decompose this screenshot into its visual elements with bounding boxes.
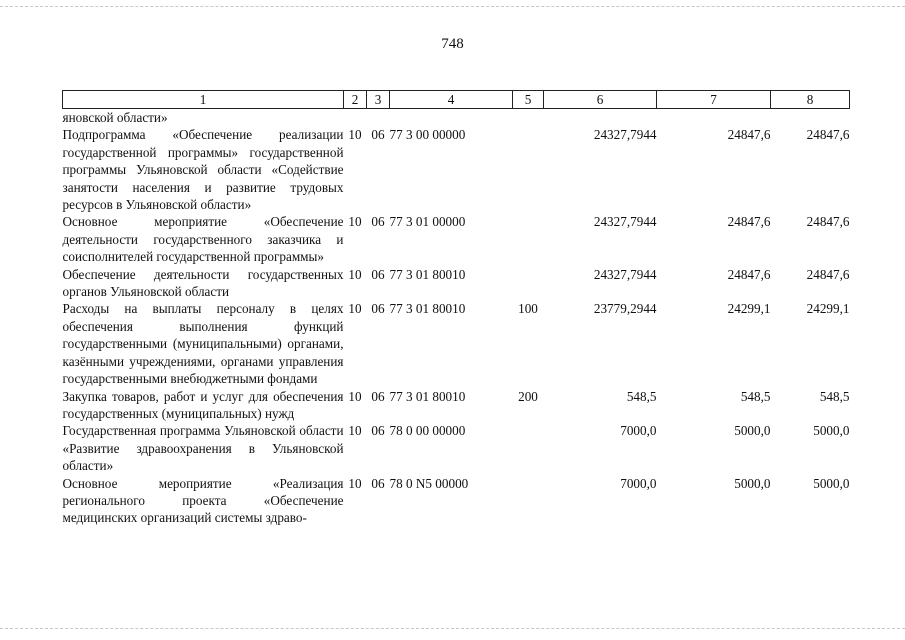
row-subsection: 06 xyxy=(371,301,385,317)
row-amount-col6: 24327,7944 xyxy=(593,214,657,230)
row-amount-col8: 24847,6 xyxy=(806,127,850,143)
row-subsection: 06 xyxy=(371,475,385,491)
row-section: 10 xyxy=(348,127,362,143)
table-row xyxy=(63,266,850,301)
table-row xyxy=(63,422,850,474)
row-expense-type: 100 xyxy=(518,301,538,317)
row-description: Обеспечение деятельности государственных органов Ульяновской области xyxy=(62,266,344,300)
row-amount-col7 xyxy=(657,109,771,127)
row-amount-col7: 24847,6 xyxy=(727,127,771,143)
header-col-6: 6 xyxy=(544,91,657,109)
row-subsection: 06 xyxy=(371,423,385,439)
row-section xyxy=(344,109,367,127)
row-description: Закупка товаров, работ и услуг для обеспечения государственных (муниципальных) нужд xyxy=(62,388,344,421)
row-description: Государственная программа Ульяновской области «Развитие здравоохранения в Ульяновской области» xyxy=(62,423,344,474)
row-description: Расходы на выплаты персоналу в целях обеспечения выполнения функций государственными (муниципальными) органами, казёнными учреждениями, органами управления государственными внебюджетными фондами xyxy=(62,301,344,387)
row-amount-col8: 5000,0 xyxy=(813,475,850,491)
row-description: яновской области» xyxy=(62,110,168,125)
row-target-article: 78 0 00 00000 xyxy=(389,423,466,439)
row-amount-col7: 5000,0 xyxy=(734,423,771,439)
row-amount-col6: 24327,7944 xyxy=(593,127,657,143)
table-row xyxy=(63,475,850,527)
header-col-5: 5 xyxy=(513,91,544,109)
row-amount-col6 xyxy=(544,109,657,127)
row-amount-col8: 24847,6 xyxy=(806,214,850,230)
row-amount-col6: 7000,0 xyxy=(620,475,657,491)
row-target-article: 77 3 01 80010 xyxy=(389,266,466,282)
table-row xyxy=(63,109,850,127)
row-amount-col8: 548,5 xyxy=(819,388,850,404)
row-amount-col6: 24327,7944 xyxy=(593,266,657,282)
row-description: Основное мероприятие «Обеспечение деятельности государственного заказчика и соисполнителей государственной программы» xyxy=(62,214,344,265)
row-amount-col6: 548,5 xyxy=(626,388,657,404)
row-target-article: 77 3 01 80010 xyxy=(389,301,466,317)
table-row xyxy=(63,213,850,265)
row-subsection: 06 xyxy=(371,388,385,404)
row-amount-col6: 7000,0 xyxy=(620,423,657,439)
header-col-4: 4 xyxy=(390,91,513,109)
page-number: 748 xyxy=(441,36,464,52)
row-amount-col7: 24847,6 xyxy=(727,266,771,282)
row-amount-col8: 5000,0 xyxy=(813,423,850,439)
row-section: 10 xyxy=(348,214,362,230)
row-section: 10 xyxy=(348,301,362,317)
row-expense-type xyxy=(513,422,544,474)
budget-table xyxy=(62,90,850,527)
row-section: 10 xyxy=(348,423,362,439)
row-amount-col8 xyxy=(771,109,850,127)
row-section: 10 xyxy=(348,388,362,404)
header-col-7: 7 xyxy=(657,91,771,109)
header-col-3: 3 xyxy=(367,91,390,109)
table-row xyxy=(63,126,850,213)
header-col-1: 1 xyxy=(63,91,344,109)
header-row xyxy=(63,91,850,109)
row-amount-col7: 548,5 xyxy=(740,388,771,404)
row-expense-type xyxy=(513,126,544,213)
row-subsection: 06 xyxy=(371,214,385,230)
row-expense-type xyxy=(513,109,544,127)
row-amount-col7: 5000,0 xyxy=(734,475,771,491)
row-amount-col7: 24299,1 xyxy=(727,301,771,317)
header-col-8: 8 xyxy=(771,91,850,109)
table-row xyxy=(63,388,850,423)
row-subsection xyxy=(367,109,390,127)
header-col-2: 2 xyxy=(344,91,367,109)
row-expense-type xyxy=(513,475,544,527)
table-header xyxy=(63,91,850,109)
row-expense-type: 200 xyxy=(518,388,538,404)
row-target-article xyxy=(390,109,513,127)
row-target-article: 77 3 01 80010 xyxy=(389,388,466,404)
row-target-article: 77 3 01 00000 xyxy=(389,214,466,230)
table-body xyxy=(63,109,850,527)
row-amount-col7: 24847,6 xyxy=(727,214,771,230)
row-section: 10 xyxy=(348,266,362,282)
row-expense-type xyxy=(513,213,544,265)
row-amount-col6: 23779,2944 xyxy=(593,301,657,317)
row-target-article: 77 3 00 00000 xyxy=(389,127,466,143)
row-amount-col8: 24299,1 xyxy=(806,301,850,317)
row-description: Основное мероприятие «Реализация регионального проекта «Обеспечение медицинских организаций системы здраво- xyxy=(62,475,344,526)
row-amount-col8: 24847,6 xyxy=(806,266,850,282)
table-row xyxy=(63,300,850,387)
row-subsection: 06 xyxy=(371,266,385,282)
row-subsection: 06 xyxy=(371,127,385,143)
scan-edge-top xyxy=(0,6,905,7)
row-expense-type xyxy=(513,266,544,301)
scan-edge-bottom xyxy=(0,628,905,629)
row-target-article: 78 0 N5 00000 xyxy=(389,475,469,491)
row-section: 10 xyxy=(348,475,362,491)
row-description: Подпрограмма «Обеспечение реализации государственной программы» государственной программы Ульяновской области «Содействие занятости населения и развитие трудовых ресурсов в Ульяновской области» xyxy=(62,127,344,213)
